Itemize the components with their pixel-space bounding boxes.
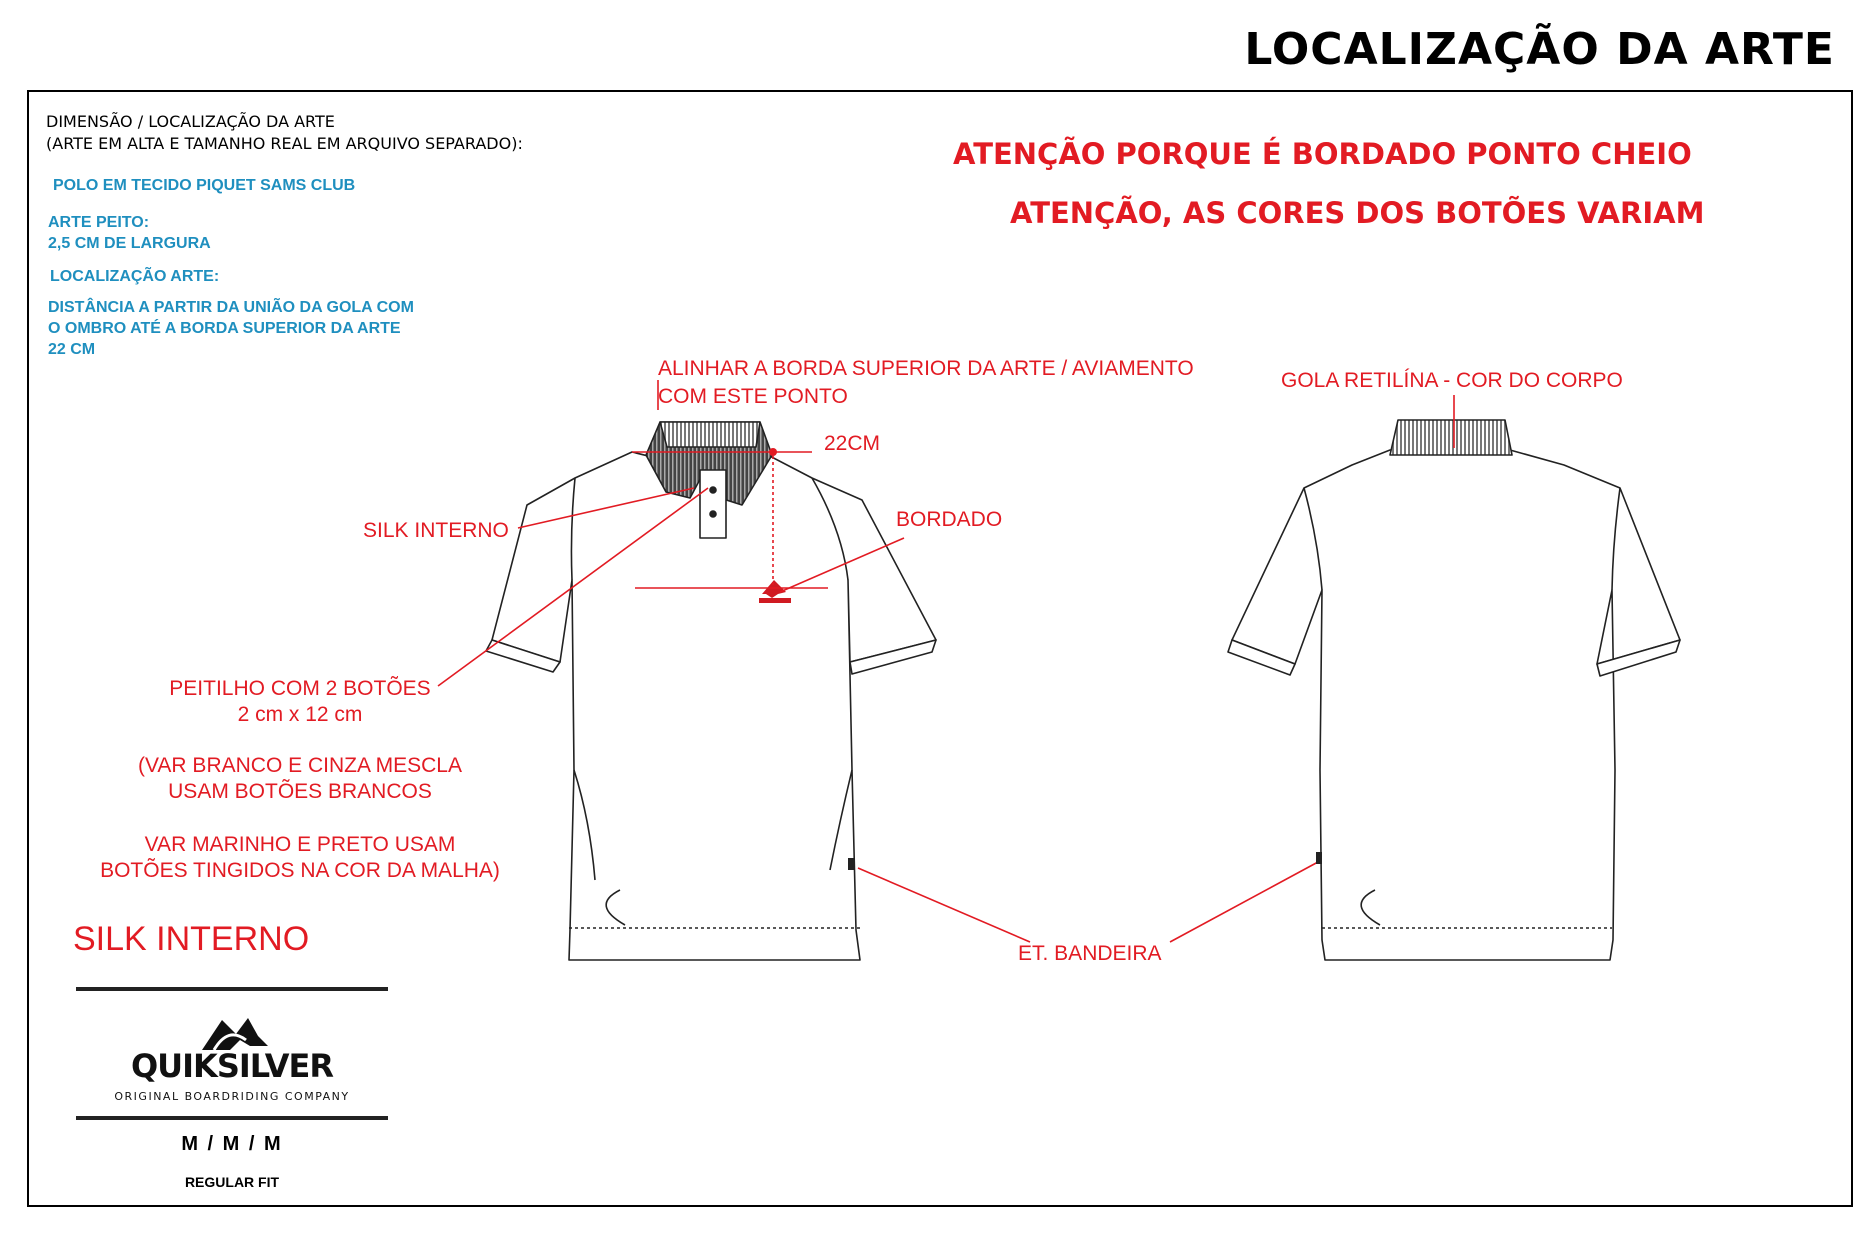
callout-peitilho-line2: 2 cm x 12 cm <box>237 703 363 726</box>
callout-measure: 22CM <box>824 432 881 455</box>
callout-alinhar-line1: ALINHAR A BORDA SUPERIOR DA ARTE / AVIAMENTO <box>658 357 1194 380</box>
back-polo <box>1228 420 1680 960</box>
info-heading: DIMENSÃO / LOCALIZAÇÃO DA ARTE <box>46 112 335 131</box>
callout-peitilho-line1: PEITILHO COM 2 BOTÕES <box>169 677 431 700</box>
info-subheading: (ARTE EM ALTA E TAMANHO REAL EM ARQUIVO SEPARADO): <box>46 134 523 153</box>
distancia-line1: DISTÂNCIA A PARTIR DA UNIÃO DA GOLA COM <box>48 299 414 316</box>
product-name: POLO EM TECIDO PIQUET SAMS CLUB <box>53 177 356 194</box>
var2-line2: BOTÕES TINGIDOS NA COR DA MALHA) <box>100 859 500 882</box>
brand-mark-logo <box>202 1018 268 1050</box>
size-label: M / M / M <box>181 1133 283 1155</box>
arte-peito-label: ARTE PEITO: <box>48 214 150 231</box>
warning-bordado: ATENÇÃO PORQUE É BORDADO PONTO CHEIO <box>953 137 1692 171</box>
label-panel <box>76 987 388 1120</box>
page-title: LOCALIZAÇÃO DA ARTE <box>1244 24 1835 75</box>
back-flag-tag <box>1316 852 1322 864</box>
var1-line1: (VAR BRANCO E CINZA MESCLA <box>137 754 462 777</box>
fit-label: REGULAR FIT <box>184 1174 280 1190</box>
callout-gola: GOLA RETILÍNA - COR DO CORPO <box>1281 369 1623 392</box>
front-polo <box>486 422 936 960</box>
label-panel-title: SILK INTERNO <box>73 920 310 958</box>
distancia-value: 22 CM <box>48 341 96 358</box>
warning-botoes: ATENÇÃO, AS CORES DOS BOTÕES VARIAM <box>1010 196 1705 230</box>
callout-silk-interno: SILK INTERNO <box>363 519 509 542</box>
arte-peito-value: 2,5 CM DE LARGURA <box>48 235 211 252</box>
front-placket <box>700 470 726 538</box>
back-body <box>1232 450 1680 960</box>
front-flag-tag <box>848 858 854 870</box>
distancia-line2: O OMBRO ATÉ A BORDA SUPERIOR DA ARTE <box>48 320 401 337</box>
var2-line1: VAR MARINHO E PRETO USAM <box>144 833 456 856</box>
brand-tagline: ORIGINAL BOARDRIDING COMPANY <box>114 1090 350 1103</box>
localizacao-label: LOCALIZAÇÃO ARTE: <box>50 268 220 285</box>
back-collar <box>1390 420 1512 455</box>
brand-wordmark: QUIKSILVER <box>130 1047 334 1085</box>
callout-bandeira: ET. BANDEIRA <box>1018 942 1162 965</box>
callout-bordado: BORDADO <box>896 508 1003 531</box>
callout-alinhar-line2: COM ESTE PONTO <box>658 385 848 408</box>
var1-line2: USAM BOTÕES BRANCOS <box>168 780 432 803</box>
